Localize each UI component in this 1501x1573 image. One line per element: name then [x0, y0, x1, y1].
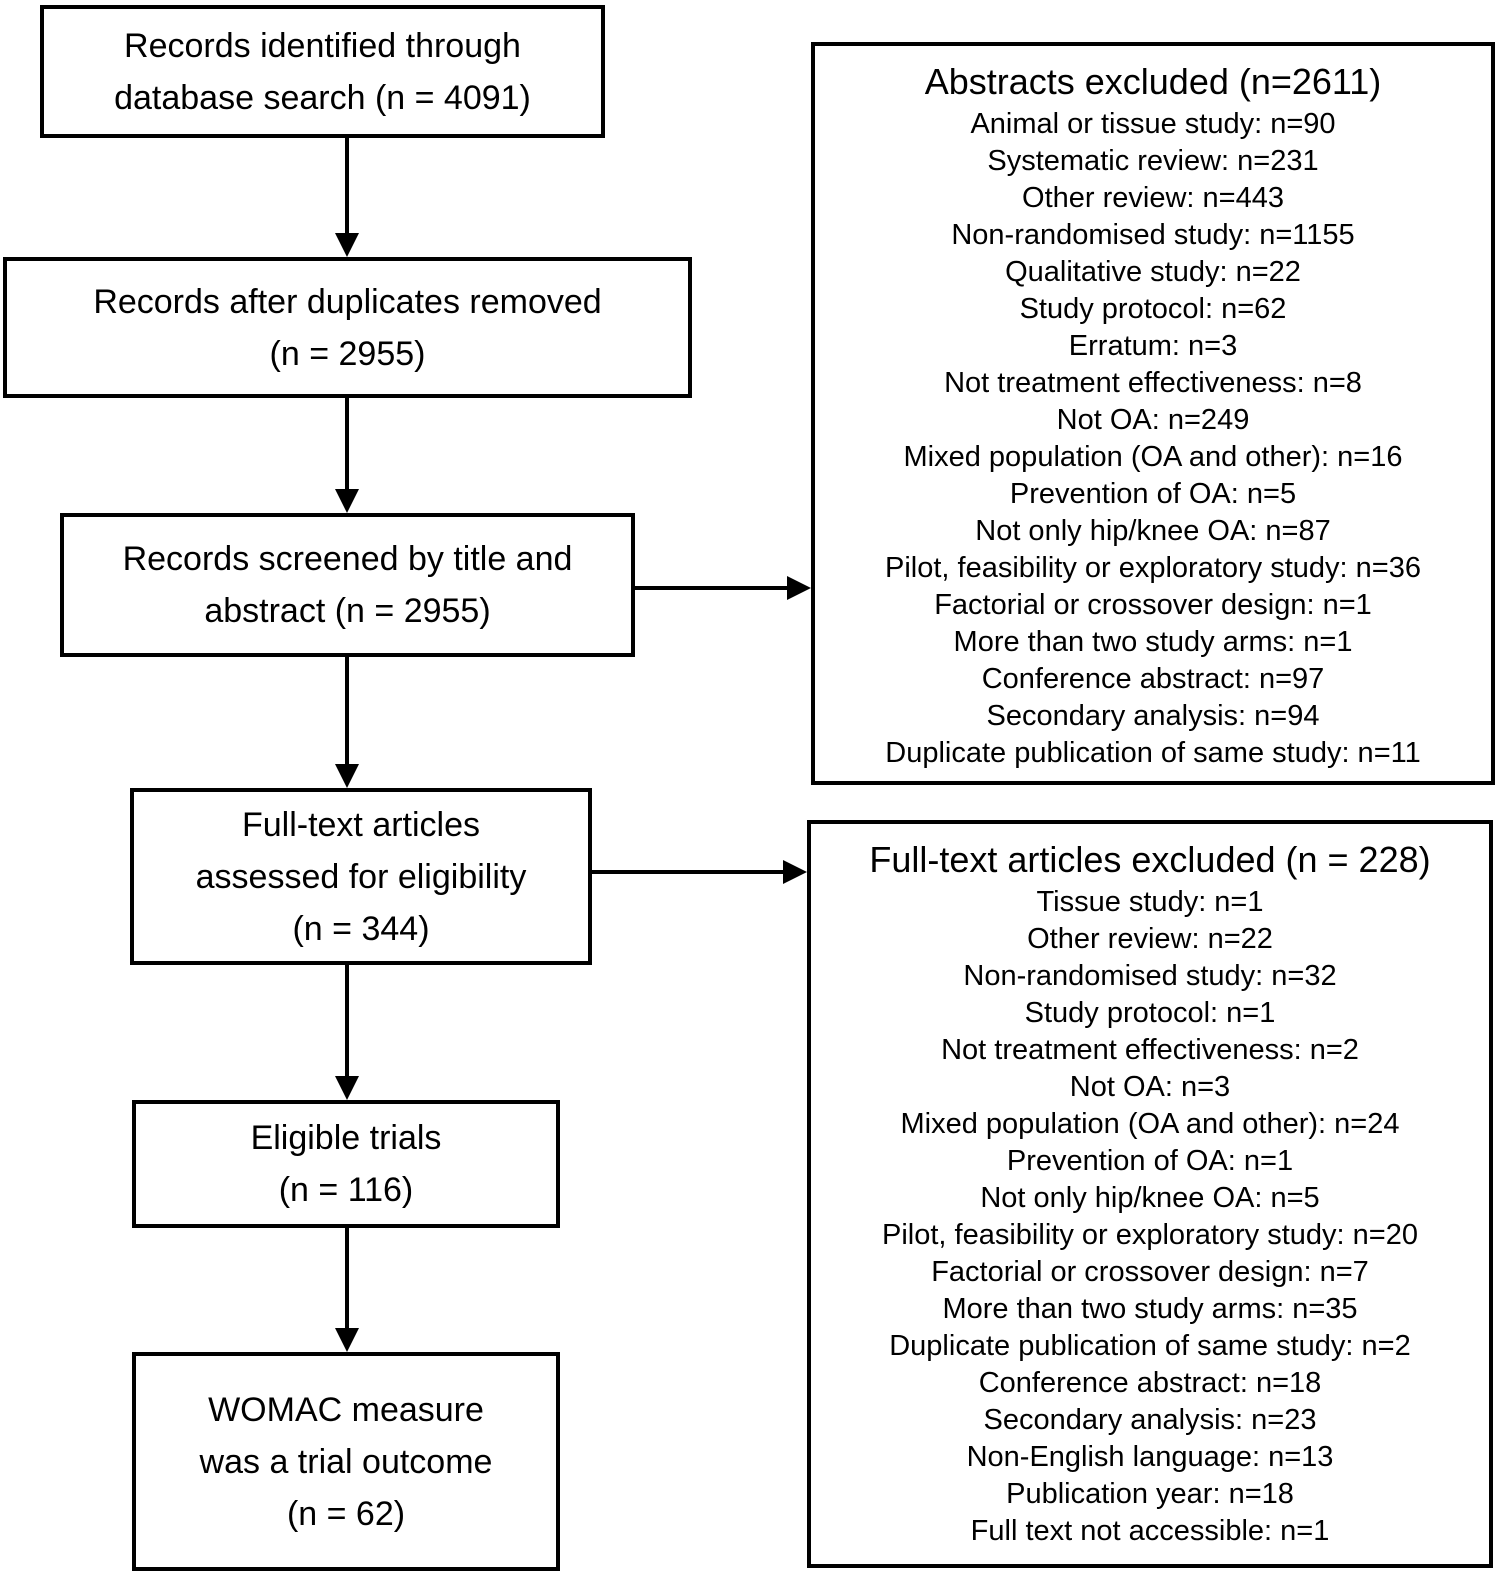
flow-box-eligible-trials	[132, 1100, 560, 1228]
flow-box-line: Records identified through	[124, 26, 521, 65]
flow-box-womac-outcome	[132, 1352, 560, 1571]
exclusion-item: Prevention of OA: n=1	[1006, 1145, 1294, 1177]
arrow-shaft	[345, 657, 349, 765]
arrow-shaft	[592, 870, 784, 874]
exclusion-item: Not only hip/knee OA: n=5	[980, 1182, 1320, 1214]
exclusion-item: Mixed population (OA and other): n=16	[903, 441, 1403, 473]
flow-box-line: (n = 62)	[286, 1494, 406, 1533]
exclusion-item: Factorial or crossover design: n=1	[934, 589, 1372, 621]
exclusion-item-list	[811, 884, 1489, 1550]
exclusion-item: Duplicate publication of same study: n=11	[885, 737, 1421, 769]
flow-box-records-screened	[60, 513, 635, 657]
exclusion-item: Non-English language: n=13	[966, 1441, 1334, 1473]
arrow-shaft	[345, 398, 349, 490]
exclusion-item: Not OA: n=249	[1056, 404, 1250, 436]
exclusion-item: Not treatment effectiveness: n=2	[941, 1034, 1359, 1066]
flow-box-line: was a trial outcome	[199, 1442, 493, 1481]
arrowhead-down-icon	[335, 489, 359, 513]
flow-box-duplicates-removed	[3, 257, 692, 398]
exclusion-item: Qualitative study: n=22	[1005, 256, 1301, 288]
exclusion-item: Study protocol: n=62	[1019, 293, 1287, 325]
flow-box-line: assessed for eligibility	[195, 857, 527, 896]
flow-box-line: database search (n = 4091)	[114, 78, 531, 117]
arrow-shaft	[345, 138, 349, 234]
exclusion-item: Erratum: n=3	[1068, 330, 1238, 362]
exclusion-item: Factorial or crossover design: n=7	[931, 1256, 1369, 1288]
flow-box-line: abstract (n = 2955)	[204, 592, 491, 630]
arrowhead-right-icon	[783, 860, 807, 884]
exclusion-item: Secondary analysis: n=94	[986, 700, 1320, 732]
exclusion-box-title: Full-text articles excluded (n = 228)	[869, 839, 1431, 880]
exclusion-item: Systematic review: n=231	[987, 145, 1319, 177]
exclusion-item: Full text not accessible: n=1	[970, 1515, 1330, 1547]
exclusion-item: Secondary analysis: n=23	[983, 1404, 1317, 1436]
flow-box-line: (n = 2955)	[269, 334, 426, 373]
exclusion-box-title: Abstracts excluded (n=2611)	[924, 61, 1382, 102]
exclusion-item: Other review: n=22	[1027, 923, 1273, 955]
exclusion-item: Not OA: n=3	[1069, 1071, 1231, 1103]
exclusion-item: Study protocol: n=1	[1024, 997, 1276, 1029]
exclusion-item: Not only hip/knee OA: n=87	[975, 515, 1331, 547]
exclusion-item: Non-randomised study: n=1155	[951, 219, 1355, 251]
exclusion-item: Mixed population (OA and other): n=24	[900, 1108, 1400, 1140]
flow-box-fulltext-assessed	[130, 788, 592, 965]
flow-box-line: Records after duplicates removed	[93, 282, 602, 321]
arrow-shaft	[635, 586, 788, 590]
exclusion-item: Prevention of OA: n=5	[1009, 478, 1297, 510]
arrowhead-down-icon	[335, 764, 359, 788]
exclusion-item: Not treatment effectiveness: n=8	[944, 367, 1362, 399]
exclusion-item: Other review: n=443	[1022, 182, 1284, 214]
exclusion-item: Conference abstract: n=97	[981, 663, 1325, 695]
arrowhead-right-icon	[787, 576, 811, 600]
flow-box-line: Full-text articles	[241, 805, 481, 844]
flow-box-line: (n = 116)	[278, 1171, 414, 1209]
arrowhead-down-icon	[335, 1076, 359, 1100]
arrowhead-down-icon	[335, 1328, 359, 1352]
exclusion-item: Conference abstract: n=18	[978, 1367, 1322, 1399]
exclusion-item: Pilot, feasibility or exploratory study: n=20	[882, 1219, 1418, 1251]
arrow-shaft	[345, 1228, 349, 1329]
flow-box-line: WOMAC measure	[208, 1390, 484, 1429]
exclusion-item: More than two study arms: n=35	[942, 1293, 1358, 1325]
flow-box-line: Records screened by title and	[122, 540, 573, 578]
exclusion-item: Publication year: n=18	[1006, 1478, 1294, 1510]
exclusion-box-abstracts	[811, 42, 1495, 785]
exclusion-item: More than two study arms: n=1	[953, 626, 1353, 658]
exclusion-item: Tissue study: n=1	[1036, 886, 1264, 918]
arrow-shaft	[345, 965, 349, 1077]
flow-box-line: (n = 344)	[292, 909, 430, 948]
arrowhead-down-icon	[335, 233, 359, 257]
exclusion-item: Animal or tissue study: n=90	[970, 108, 1336, 140]
exclusion-item: Pilot, feasibility or exploratory study: n=36	[885, 552, 1421, 584]
exclusion-item: Duplicate publication of same study: n=2	[889, 1330, 1411, 1362]
flow-box-records-identified	[40, 5, 605, 138]
exclusion-item-list	[815, 106, 1491, 772]
exclusion-box-fulltext	[807, 820, 1493, 1568]
flow-box-line: Eligible trials	[250, 1119, 442, 1157]
exclusion-item: Non-randomised study: n=32	[963, 960, 1337, 992]
